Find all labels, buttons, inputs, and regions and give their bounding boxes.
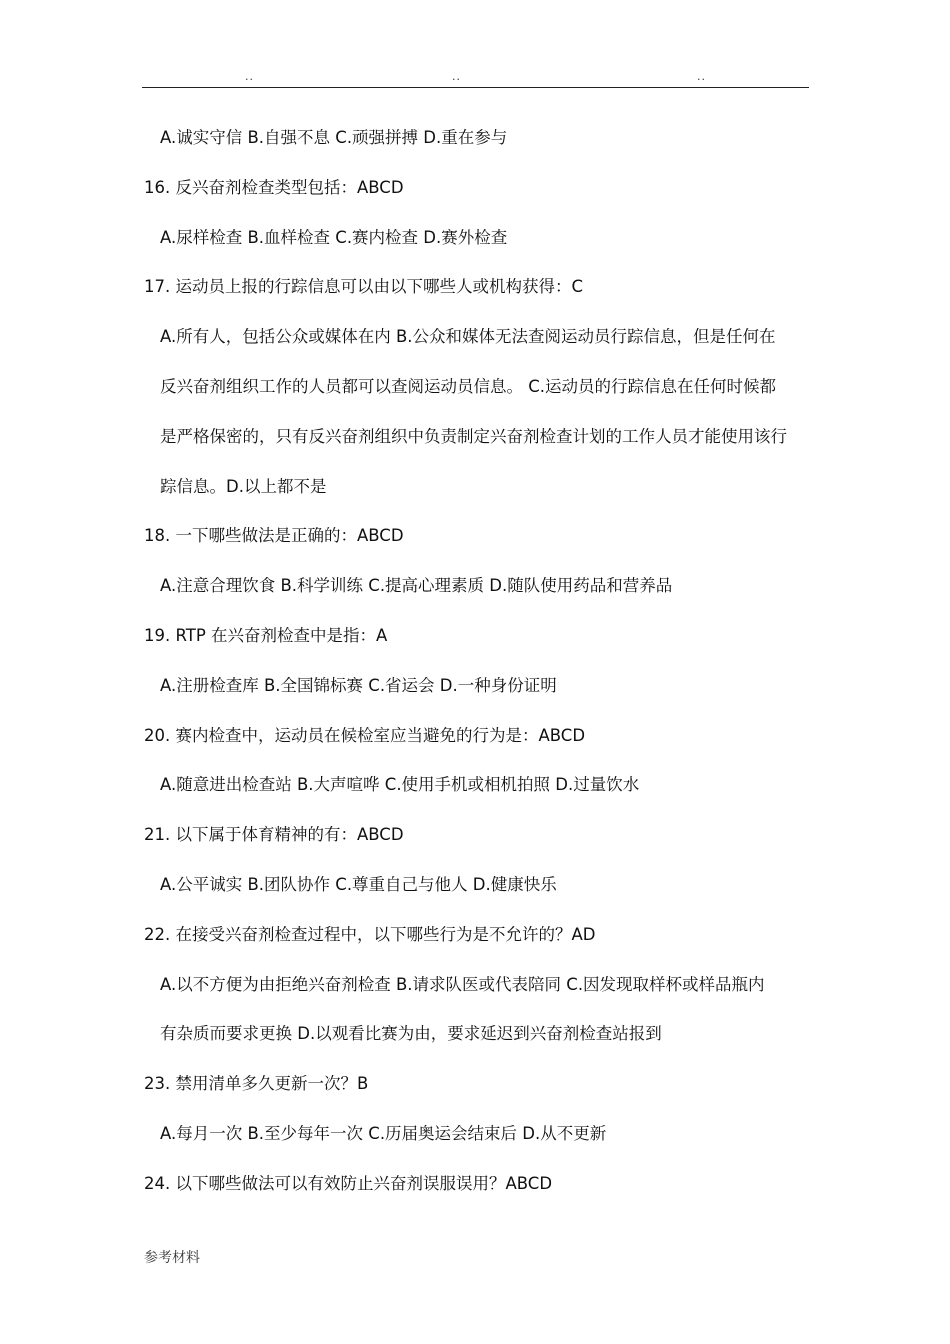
answer-line: 反兴奋剂组织工作的人员都可以查阅运动员信息。 C.运动员的行踪信息在任何时候都 — [160, 377, 777, 396]
header-dots-right: .. — [697, 70, 706, 83]
answer-line: 有杂质而要求更换 D.以观看比赛为由，要求延迟到兴奋剂检查站报到 — [160, 1024, 662, 1044]
answer-line: A.以不方便为由拒绝兴奋剂检查 B.请求队医或代表陪同 C.因发现取样杯或样品瓶内 — [160, 974, 765, 994]
question-line: 18. 一下哪些做法是正确的：ABCD — [144, 526, 404, 546]
answer-line: A.诚实守信 B.自强不息 C.顽强拼搏 D.重在参与 — [160, 128, 508, 147]
question-line: 22. 在接受兴奋剂检查过程中，以下哪些行为是不允许的？AD — [144, 924, 596, 944]
question-line: 16. 反兴奋剂检查类型包括：ABCD — [144, 177, 404, 197]
answer-line: 是严格保密的，只有反兴奋剂组织中负责制定兴奋剂检查计划的工作人员才能使用该行 — [160, 426, 787, 446]
answer-line: 踪信息。D.以上都不是 — [160, 476, 327, 496]
question-line: 20. 赛内检查中，运动员在候检室应当避免的行为是：ABCD — [144, 725, 586, 745]
answer-line: A.每月一次 B.至少每年一次 C.历届奥运会结束后 D.从不更新 — [160, 1124, 607, 1143]
header-dots-left: .. — [245, 70, 254, 83]
header-rule — [142, 87, 809, 88]
answer-line: A.注意合理饮食 B.科学训练 C.提高心理素质 D.随队使用药品和营养品 — [160, 576, 673, 596]
question-line: 23. 禁用清单多久更新一次？B — [144, 1074, 369, 1094]
answer-line: A.所有人，包括公众或媒体在内 B.公众和媒体无法查阅运动员行踪信息，但是任何在 — [160, 327, 776, 347]
answer-line: A.注册检查库 B.全国锦标赛 C.省运会 D.一种身份证明 — [160, 675, 557, 695]
question-line: 19. RTP 在兴奋剂检查中是指：A — [144, 626, 388, 645]
answer-line: A.公平诚实 B.团队协作 C.尊重自己与他人 D.健康快乐 — [160, 875, 557, 894]
page-footer: 参考材料 — [144, 1250, 200, 1266]
question-line: 24. 以下哪些做法可以有效防止兴奋剂误服误用？ABCD — [144, 1173, 553, 1193]
question-line: 21. 以下属于体育精神的有：ABCD — [144, 825, 404, 845]
question-line: 17. 运动员上报的行踪信息可以由以下哪些人或机构获得：C — [144, 277, 584, 297]
answer-line: A.随意进出检查站 B.大声喧哗 C.使用手机或相机拍照 D.过量饮水 — [160, 775, 640, 795]
answer-line: A.尿样检查 B.血样检查 C.赛内检查 D.赛外检查 — [160, 227, 508, 247]
header-dots-center: .. — [452, 70, 461, 83]
